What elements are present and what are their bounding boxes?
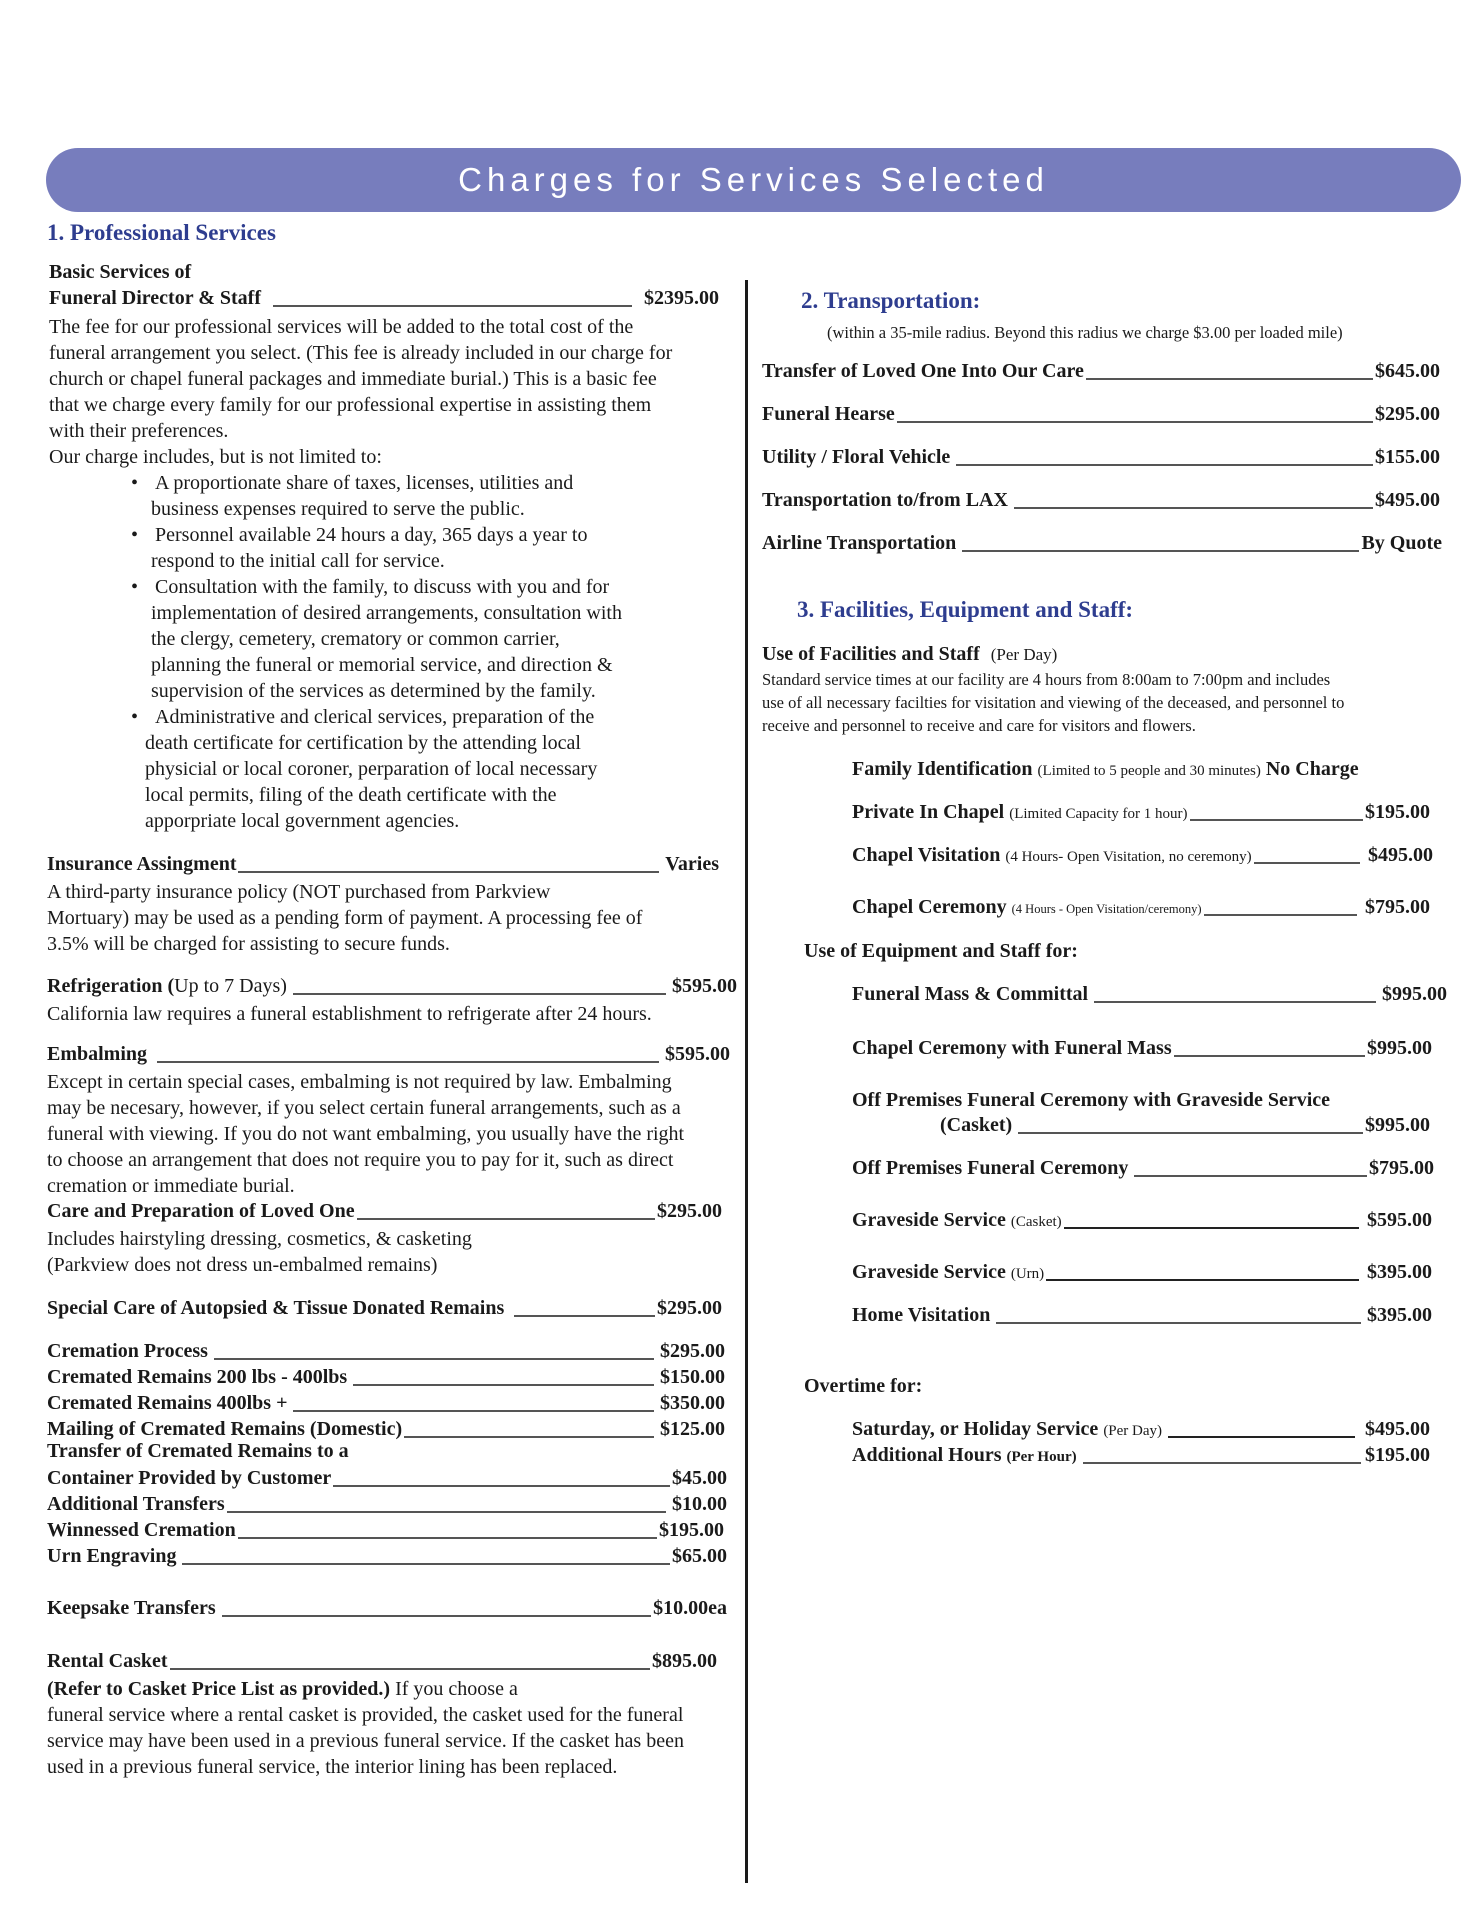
text-line: may be necesary, however, if you select certain funeral arrangements, such as a: [47, 1097, 681, 1119]
row-label: Private In Chapel: [852, 801, 1005, 823]
transportation-subtitle: (within a 35-mile radius. Beyond this radius we charge $3.00 per loaded mile): [827, 323, 1343, 342]
dotted-fill-line: [222, 1615, 651, 1617]
row-price: No Charge: [1265, 758, 1359, 780]
dotted-fill-line: [1204, 914, 1357, 916]
price-row-chapel-ceremony: [852, 896, 1430, 919]
row-price: $45.00: [672, 1467, 727, 1489]
price-row-witnessed-cremation: [47, 1519, 724, 1542]
list-item: [131, 704, 622, 834]
row-price: By Quote: [1361, 532, 1442, 554]
row-label: Home Visitation: [852, 1304, 991, 1326]
row-label: Off Premises Funeral Ceremony: [852, 1157, 1129, 1179]
text-line: funeral service where a rental casket is provided, the casket used for the funeral: [47, 1704, 684, 1726]
row-label: Additional Hours: [852, 1444, 1002, 1466]
price-row-utility-floral-vehicle: [762, 446, 1440, 469]
price-row-chapel-visitation: [852, 844, 1433, 867]
use-of-facilities-description: [762, 668, 1344, 737]
row-price: $10.00ea: [653, 1597, 727, 1619]
dotted-fill-line: [333, 1485, 670, 1487]
section-heading-transportation: 2. Transportation:: [801, 288, 981, 313]
row-price: $65.00: [672, 1545, 727, 1567]
price-row-funeral-mass-committal: [852, 983, 1447, 1006]
price-row-additional-hours: [852, 1444, 1430, 1467]
insurance-description: [47, 879, 642, 957]
row-price: $295.00: [1375, 403, 1440, 425]
equipment-heading: Use of Equipment and Staff for:: [804, 940, 1078, 962]
dotted-fill-line: [1168, 1436, 1355, 1438]
price-row-private-in-chapel: [852, 801, 1430, 824]
dotted-fill-line: [293, 1410, 654, 1412]
row-price: $195.00: [1365, 801, 1430, 823]
use-of-facilities-note: (Per Day): [990, 645, 1058, 664]
price-row-additional-transfers: [47, 1493, 727, 1516]
row-price: $295.00: [657, 1297, 722, 1319]
dotted-fill-line: [1086, 378, 1373, 380]
row-label: Funeral Hearse: [762, 403, 895, 425]
refrigeration-description: California law requires a funeral establishment to refrigerate after 24 hours.: [47, 1003, 652, 1025]
row-note: (Limited to 5 people and 30 minutes): [1037, 763, 1261, 779]
dotted-fill-line: [273, 305, 632, 307]
price-row-cremated-remains-200-400: [47, 1366, 725, 1389]
section-heading-professional-services: 1. Professional Services: [47, 220, 276, 245]
price-row-off-premises-graveside-casket: [940, 1114, 1430, 1137]
row-note: (Per Hour): [1006, 1449, 1077, 1465]
row-price: $395.00: [1367, 1304, 1432, 1326]
row-price: $645.00: [1375, 360, 1440, 382]
dotted-fill-line: [897, 421, 1373, 423]
price-row-mailing-cremated-remains: [47, 1418, 725, 1441]
row-price: $595.00: [672, 975, 737, 997]
basic-services-label-line1: Basic Services of: [49, 261, 192, 283]
text-line: A third-party insurance policy (NOT purchased from Parkview: [47, 881, 551, 903]
text-line: to choose an arrangement that does not require you to pay for it, such as direct: [47, 1149, 674, 1171]
off-premises-graveside-label-line1: Off Premises Funeral Ceremony with Graveside Service: [852, 1089, 1331, 1111]
text-line: death certificate for certification by the attending local: [145, 732, 581, 754]
price-row-embalming: [47, 1043, 730, 1066]
text-line: implementation of desired arrangements, consultation with: [151, 602, 622, 624]
price-row-keepsake-transfers: [47, 1597, 727, 1620]
row-note: Up to 7 Days): [174, 975, 287, 997]
use-of-facilities-heading: [762, 643, 1057, 666]
row-label: Chapel Ceremony: [852, 896, 1007, 918]
price-row-airline-transportation: [762, 532, 1442, 555]
text-line: Consultation with the family, to discuss with you and for: [155, 576, 610, 598]
dotted-fill-line: [157, 1061, 659, 1063]
row-label: Rental Casket: [47, 1650, 168, 1672]
row-price: $995.00: [1382, 983, 1447, 1005]
text-line: supervision of the services as determined by the family.: [151, 680, 596, 702]
dotted-fill-line: [1134, 1175, 1367, 1177]
text-line: The fee for our professional services will be added to the total cost of the: [49, 316, 634, 338]
price-row-off-premises-ceremony: [852, 1157, 1434, 1180]
column-divider: [745, 280, 748, 1883]
dotted-fill-line: [353, 1384, 654, 1386]
price-row-cremated-remains-400-plus: [47, 1392, 725, 1415]
dotted-fill-line: [293, 993, 666, 995]
price-row-family-identification: [852, 758, 1359, 781]
row-price: $150.00: [660, 1366, 725, 1388]
row-price: $995.00: [1365, 1114, 1430, 1136]
row-note: (4 Hours- Open Visitation, no ceremony): [1005, 849, 1252, 865]
text-line: used in a previous funeral service, the interior lining has been replaced.: [47, 1756, 618, 1778]
row-label: Funeral Mass & Committal: [852, 983, 1089, 1005]
text-line: service may have been used in a previous funeral service. If the casket has been: [47, 1730, 684, 1752]
row-label: Saturday, or Holiday Service: [852, 1418, 1099, 1440]
price-row-home-visitation: [852, 1304, 1432, 1327]
page-title: Charges for Services Selected: [458, 161, 1049, 198]
row-price: $795.00: [1365, 896, 1430, 918]
row-price: $350.00: [660, 1392, 725, 1414]
text-line: Except in certain special cases, embalming is not required by law. Embalming: [47, 1071, 672, 1093]
row-price: $155.00: [1375, 446, 1440, 468]
includes-list: [131, 470, 622, 834]
dotted-fill-line: [962, 550, 1359, 552]
price-row-insurance: [47, 853, 719, 876]
text-line: Standard service times at our facility are 4 hours from 8:00am to 7:00pm and includes: [762, 670, 1331, 689]
text-line: respond to the initial call for service.: [151, 550, 445, 572]
text-line: cremation or immediate burial.: [47, 1175, 295, 1197]
row-price: $195.00: [659, 1519, 724, 1541]
row-note: (Urn): [1010, 1266, 1045, 1282]
text-line: 3.5% will be charged for assisting to secure funds.: [47, 933, 450, 955]
row-price: $895.00: [652, 1650, 717, 1672]
dotted-fill-line: [1190, 819, 1364, 821]
text-line: use of all necessary facilties for visitation and viewing of the deceased, and personnel to: [762, 693, 1345, 712]
text-line: that we charge every family for our professional expertise in assisting them: [49, 394, 652, 416]
text-line: Includes hairstyling dressing, cosmetics, & casketing: [47, 1228, 472, 1250]
text-line: with their preferences.: [49, 420, 229, 442]
dotted-fill-line: [1254, 862, 1360, 864]
text-line: business expenses required to serve the public.: [151, 498, 525, 520]
row-label: Refrigeration (: [47, 975, 175, 997]
row-label: Mailing of Cremated Remains (Domestic): [47, 1418, 403, 1440]
price-row-container-provided: [47, 1467, 727, 1490]
title-banner: [46, 148, 1461, 212]
row-label: Urn Engraving: [47, 1545, 177, 1567]
dotted-fill-line: [1046, 1279, 1359, 1281]
section-heading-facilities: 3. Facilities, Equipment and Staff:: [797, 597, 1134, 622]
price-row-urn-engraving: [47, 1545, 727, 1568]
text-line: funeral arrangement you select. (This fee is already included in our charge for: [49, 342, 673, 364]
row-label: Cremation Process: [47, 1340, 208, 1362]
text-line: Personnel available 24 hours a day, 365 days a year to: [155, 524, 588, 546]
row-price: $495.00: [1365, 1418, 1430, 1440]
row-label: Container Provided by Customer: [47, 1467, 332, 1489]
row-price: $2395.00: [644, 287, 719, 309]
dotted-fill-line: [404, 1436, 654, 1438]
price-row-graveside-urn: [852, 1261, 1432, 1284]
text-line: receive and personnel to receive and care for visitors and flowers.: [762, 716, 1196, 735]
list-item: [131, 574, 622, 704]
row-label: Graveside Service: [852, 1209, 1006, 1231]
row-price: $595.00: [665, 1043, 730, 1065]
row-label: Care and Preparation of Loved One: [47, 1200, 355, 1222]
bullet-icon: •: [131, 576, 139, 598]
price-row-basic-services: [49, 287, 719, 310]
row-label: Cremated Remains 200 lbs - 400lbs: [47, 1366, 348, 1388]
text-line: funeral with viewing. If you do not want embalming, you usually have the right: [47, 1123, 685, 1145]
row-label: (Casket): [940, 1114, 1013, 1136]
price-row-saturday-holiday: [852, 1418, 1430, 1441]
row-price: $125.00: [660, 1418, 725, 1440]
row-label: Additional Transfers: [47, 1493, 225, 1515]
row-price: $10.00: [672, 1493, 727, 1515]
text-line: planning the funeral or memorial service, and direction &: [151, 654, 613, 676]
embalming-description: [47, 1069, 684, 1199]
row-price: Varies: [665, 853, 719, 875]
row-price: $495.00: [1368, 844, 1433, 866]
row-label: Cremated Remains 400lbs +: [47, 1392, 288, 1414]
care-description: [47, 1226, 472, 1278]
row-price: $495.00: [1375, 489, 1440, 511]
row-label: Family Identification: [852, 758, 1033, 780]
text-line: A proportionate share of taxes, licenses, utilities and: [155, 472, 574, 494]
dotted-fill-line: [1174, 1055, 1365, 1057]
row-note: (Casket): [1010, 1214, 1062, 1230]
price-row-funeral-hearse: [762, 403, 1440, 426]
rental-casket-description: [47, 1676, 684, 1780]
text-line: the clergy, cemetery, crematory or common carrier,: [151, 628, 560, 650]
row-label: Embalming: [47, 1043, 148, 1065]
row-price: $795.00: [1369, 1157, 1434, 1179]
price-row-cremation-process: [47, 1340, 725, 1363]
dotted-fill-line: [1018, 1132, 1363, 1134]
row-price: $295.00: [657, 1200, 722, 1222]
price-row-rental-casket: [47, 1650, 717, 1673]
dotted-fill-line: [357, 1218, 655, 1220]
text-line: local permits, filing of the death certificate with the: [145, 784, 557, 806]
price-row-transfer-loved-one: [762, 360, 1440, 383]
row-price: $995.00: [1367, 1037, 1432, 1059]
dotted-fill-line: [996, 1322, 1361, 1324]
row-price: $395.00: [1367, 1261, 1432, 1283]
text-line: church or chapel funeral packages and immediate burial.) This is a basic fee: [49, 368, 657, 390]
price-row-graveside-casket: [852, 1209, 1432, 1232]
price-row-care-preparation: [47, 1200, 722, 1223]
text-line: physicial or local coroner, perparation of local necessary: [145, 758, 598, 780]
row-label: Chapel Visitation: [852, 844, 1001, 866]
dotted-fill-line: [227, 1511, 666, 1513]
dotted-fill-line: [214, 1358, 654, 1360]
dotted-fill-line: [1064, 1227, 1359, 1229]
price-row-transportation-lax: [762, 489, 1440, 512]
text-line: (Parkview does not dress un-embalmed remains): [47, 1254, 438, 1276]
casket-price-list-reference: (Refer to Casket Price List as provided.): [47, 1678, 391, 1700]
dotted-fill-line: [182, 1563, 670, 1565]
row-label: Winnessed Cremation: [47, 1519, 236, 1541]
use-of-facilities-label: Use of Facilities and Staff: [762, 643, 980, 665]
text-fragment: If you choose a: [390, 1678, 518, 1700]
text-line: Our charge includes, but is not limited to:: [49, 446, 382, 468]
list-item: [131, 470, 622, 522]
bullet-icon: •: [131, 472, 139, 494]
row-note: (4 Hours - Open Visitation/ceremony): [1011, 902, 1202, 916]
text-line: apporpriate local government agencies.: [145, 810, 460, 832]
dotted-fill-line: [238, 871, 659, 873]
dotted-fill-line: [1083, 1462, 1361, 1464]
text-line: Mortuary) may be used as a pending form of payment. A processing fee of: [47, 907, 643, 929]
row-note: (Per Day): [1103, 1423, 1163, 1439]
row-label: Funeral Director & Staff: [49, 287, 261, 309]
bullet-icon: •: [131, 706, 139, 728]
row-label: Utility / Floral Vehicle: [762, 446, 951, 468]
price-row-special-care: [47, 1297, 722, 1320]
dotted-fill-line: [956, 464, 1373, 466]
row-label: Graveside Service: [852, 1261, 1006, 1283]
dotted-fill-line: [238, 1537, 657, 1539]
transfer-cremated-remains-label-line1: Transfer of Cremated Remains to a: [47, 1440, 349, 1462]
dotted-fill-line: [170, 1668, 650, 1670]
list-item: [131, 522, 622, 574]
row-label: Chapel Ceremony with Funeral Mass: [852, 1037, 1172, 1059]
row-label: Keepsake Transfers: [47, 1597, 216, 1619]
price-row-refrigeration: [47, 975, 737, 998]
bullet-icon: •: [131, 524, 139, 546]
price-row-chapel-ceremony-funeral-mass: [852, 1037, 1432, 1060]
text-line: [47, 1676, 684, 1702]
row-label: Transfer of Loved One Into Our Care: [762, 360, 1084, 382]
row-price: $195.00: [1365, 1444, 1430, 1466]
dotted-fill-line: [1014, 507, 1373, 509]
row-label: Special Care of Autopsied & Tissue Donated Remains: [47, 1297, 505, 1319]
row-price: $595.00: [1367, 1209, 1432, 1231]
dotted-fill-line: [514, 1315, 655, 1317]
row-note: (Limited Capacity for 1 hour): [1009, 806, 1188, 822]
row-label: Insurance Assingment: [47, 853, 237, 875]
dotted-fill-line: [1094, 1001, 1376, 1003]
row-label: Transportation to/from LAX: [762, 489, 1008, 511]
basic-services-description: [49, 314, 672, 470]
overtime-heading: Overtime for:: [804, 1375, 923, 1397]
row-price: $295.00: [660, 1340, 725, 1362]
text-line: Administrative and clerical services, preparation of the: [155, 706, 595, 728]
row-label: Airline Transportation: [762, 532, 957, 554]
